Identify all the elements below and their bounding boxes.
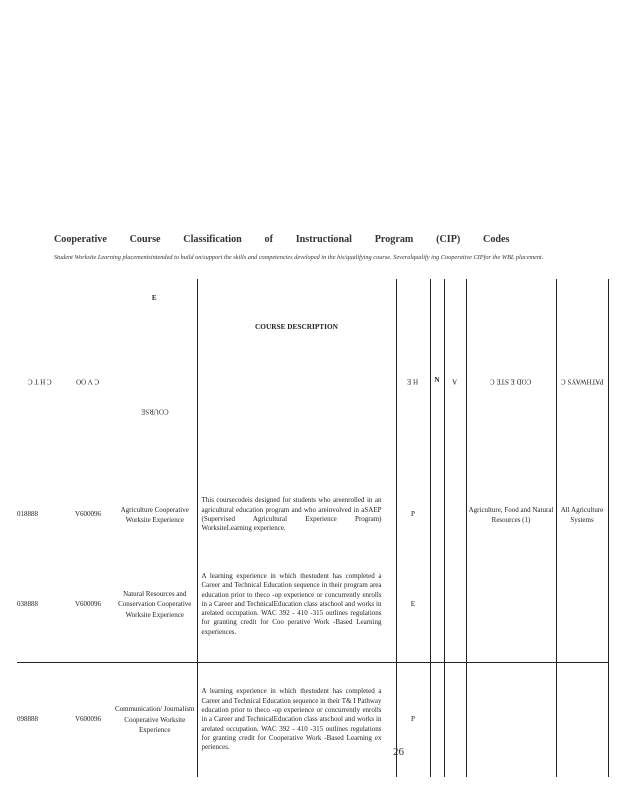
header-career-field: COD E STE C <box>490 377 532 386</box>
table-header-row <box>17 279 608 483</box>
header-description: COURSE DESCRIPTION <box>255 322 338 331</box>
header-cip: C H T C <box>28 377 52 386</box>
cell-career-field <box>466 547 556 663</box>
table-row <box>17 663 608 778</box>
header-pathway: PATHWAYS C <box>560 377 604 386</box>
header-col-n: N <box>434 376 440 385</box>
cell-description: A learning experience in which thestudent has completed a Career and Technical Education sequence in their program area education prior to theco -op experience or concurrently enrolls in a Career and TechnicalEducation class atschool and works in arelated occupation. WAC 392 - 410 -315 outlines regulations for granting credit for Coo perative Work -Based Learning experiences. <box>201 571 382 636</box>
cell-cip: 098888 <box>17 663 63 778</box>
cell-pathway: All Agriculture Systems <box>556 483 608 547</box>
cell-description: A learning experience in which thestudent has completed a Career and Technical Education sequence in their T& I Pathway education prior to theco -op experience or concurrently enrolls in a Career and TechnicalEducation class atschool and works in arelated occupation. WAC 392 - 410 -315 outlines regulations for granting credit for Cooperative Work -Based Learning ex periences. <box>197 663 396 778</box>
cell-pathway <box>556 663 608 778</box>
cell-cip: 018888 <box>17 510 38 519</box>
document-subtitle: Student Worksite Learning placementsintended to build on/support the skills and competencies developed in the his/qualifying course. Severalqualify ing Cooperative CIPfor the WBL placement. <box>54 254 544 261</box>
cell-code: V600096 <box>74 599 102 608</box>
cell-title: Agriculture Cooperative Worksite Experience <box>113 483 197 547</box>
header-type: H E <box>407 377 419 386</box>
cell-type: P <box>396 483 430 547</box>
cell-title: Communication/ Journalism Cooperative Worksite Experience <box>113 663 197 778</box>
cell-code: V600096 <box>74 510 102 519</box>
page-number: 26 <box>393 746 404 758</box>
document-title: Cooperative Course Classification of Instructional Program (CIP) Codes <box>54 233 510 245</box>
cell-cip: 038888 <box>17 599 38 608</box>
cell-type: E <box>396 547 430 663</box>
cell-pathway <box>556 547 608 663</box>
cell-type: P <box>396 663 430 778</box>
table-row <box>17 547 608 663</box>
header-course-title: COURSE <box>140 407 169 416</box>
cell-description: This coursecodeis designed for students who areenrolled in an agricultural education program and who areinvolved in aSAEP (Supervised Agricultural Experience Program) WorksiteLearning experience. <box>201 496 382 533</box>
cell-code: V600096 <box>63 663 113 778</box>
cell-career-field: Agriculture, Food and Natural Resources (1) <box>468 505 554 524</box>
header-course-code: C V OO <box>76 377 100 386</box>
header-marker: E <box>151 294 157 302</box>
table-row <box>17 483 608 547</box>
cell-title: Natural Resources and Conservation Cooperative Worksite Experience <box>113 547 197 663</box>
cell-career-field <box>466 663 556 778</box>
header-col-a: A <box>452 377 458 386</box>
